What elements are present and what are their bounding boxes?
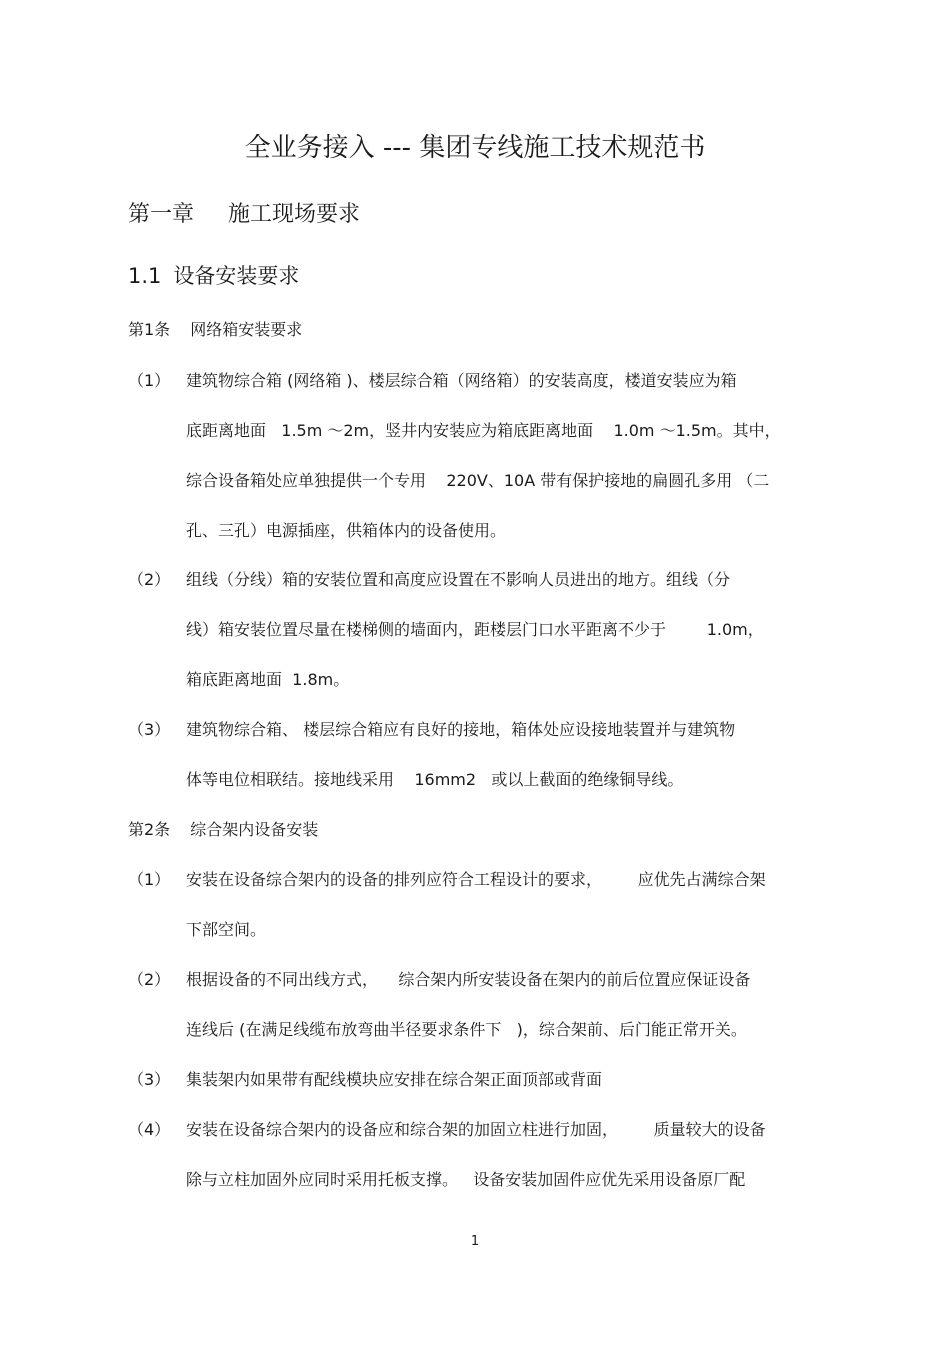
article-title: 综合架内设备安装 bbox=[190, 820, 319, 839]
item-number: （1） bbox=[128, 371, 171, 390]
item-line: 综合设备箱处应单独提供一个专用 220V、10A 带有保护接地的扁圆孔多用 （二 bbox=[186, 471, 770, 490]
item-line: 根据设备的不同出线方式， 综合架内所安装设备在架内的前后位置应保证设备 bbox=[186, 970, 751, 989]
article-heading bbox=[128, 816, 318, 844]
item-line: 集装架内如果带有配线模块应安排在综合架正面顶部或背面 bbox=[186, 1070, 603, 1089]
item-number: （2） bbox=[128, 570, 171, 589]
chapter-label: 第一章 bbox=[128, 202, 195, 227]
item-line: 底距离地面 1.5m ～2m，竖井内安装应为箱底距离地面 1.0m ～1.5m。其中， bbox=[186, 421, 781, 440]
section-heading bbox=[128, 259, 299, 293]
item-line: 安装在设备综合架内的设备应和综合架的加固立柱进行加固， 质量较大的设备 bbox=[186, 1120, 766, 1139]
item-line: 建筑物综合箱 (网络箱 )、楼层综合箱（网络箱）的安装高度，楼道安装应为箱 bbox=[186, 371, 737, 390]
section-title: 设备安装要求 bbox=[173, 264, 300, 288]
item-line: 建筑物综合箱、 楼层综合箱应有良好的接地，箱体处应设接地装置并与建筑物 bbox=[186, 720, 736, 739]
item-number: （3） bbox=[128, 1070, 171, 1089]
item-line: 除与立柱加固外应同时采用托板支撑。 设备安装加固件应优先采用设备原厂配 bbox=[186, 1170, 746, 1189]
article-label: 第2条 bbox=[128, 820, 171, 839]
item-line: 连线后 (在满足线缆布放弯曲半径要求条件下 )，综合架前、后门能正常开关。 bbox=[186, 1020, 747, 1039]
item-number: （4） bbox=[128, 1120, 171, 1139]
page-number: 1 bbox=[470, 1234, 480, 1249]
item-number: （1） bbox=[128, 870, 171, 889]
chapter-heading bbox=[128, 197, 360, 233]
item-number: （2） bbox=[128, 970, 171, 989]
article-heading bbox=[128, 316, 302, 344]
item-line: 体等电位相联结。接地线采用 16mm2 或以上截面的绝缘铜导线。 bbox=[186, 770, 684, 789]
chapter-title: 施工现场要求 bbox=[228, 202, 361, 227]
item-line: 安装在设备综合架内的设备的排列应符合工程设计的要求， 应优先占满综合架 bbox=[186, 870, 766, 889]
section-number: 1.1 bbox=[128, 264, 162, 288]
item-line: 下部空间。 bbox=[186, 920, 267, 939]
item-line: 组线（分线）箱的安装位置和高度应设置在不影响人员进出的地方。组线（分 bbox=[186, 570, 731, 589]
item-line: 孔、三孔）电源插座，供箱体内的设备使用。 bbox=[186, 521, 507, 540]
article-label: 第1条 bbox=[128, 320, 171, 339]
article-title: 网络箱安装要求 bbox=[190, 320, 303, 339]
item-line: 箱底距离地面 1.8m。 bbox=[186, 670, 350, 689]
document-title: 全业务接入 --- 集团专线施工技术规范书 bbox=[244, 133, 706, 163]
item-line: 线）箱安装位置尽量在楼梯侧的墙面内，距楼层门口水平距离不少于 1.0m， bbox=[186, 620, 764, 639]
item-number: （3） bbox=[128, 720, 171, 739]
